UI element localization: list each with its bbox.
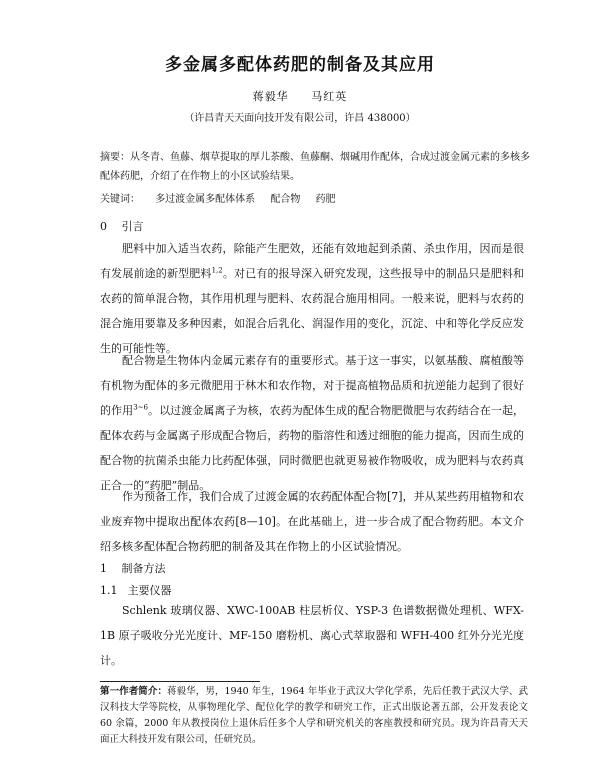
section-heading-intro bbox=[100, 218, 144, 234]
section-title: 引言 bbox=[121, 220, 144, 233]
paragraph-text: Schlenk 玻璃仪器、XWC-100AB 柱层析仪、YSP-3 色谱数据微处理机、WFX-1B 原子吸收分光光度计、MF-150 磨粉机、离心式萃取器和 WFH-400 红外分光光度计。 bbox=[100, 604, 524, 667]
keyword: 多过渡金属多配体体系 bbox=[155, 194, 256, 205]
abstract-text: 从冬青、鱼藤、烟草提取的厚儿茶酸、鱼藤酮、烟碱用作配体，合成过渡金属元素的多核多配体药肥，介绍了在作物上的小区试验结果。 bbox=[100, 152, 530, 182]
citation-ref: 3~6 bbox=[133, 403, 148, 412]
footnote-author-bio bbox=[100, 684, 528, 748]
paragraph-text: 肥料中加入适当农药，除能产生肥效，还能有效地起到杀菌、杀虫作用，因而是很有发展前途的新型肥料 bbox=[100, 242, 524, 280]
keyword: 药肥 bbox=[315, 194, 336, 205]
section-number: 1 bbox=[100, 562, 107, 575]
paragraph-intro-2 bbox=[100, 348, 524, 498]
paper-title: 多金属多配体药肥的制备及其应用 bbox=[165, 55, 435, 75]
section-title: 主要仪器 bbox=[127, 584, 172, 597]
section-number: 1.1 bbox=[100, 584, 118, 597]
citation-ref: 1,2 bbox=[211, 266, 223, 275]
author-list bbox=[0, 88, 600, 104]
abstract bbox=[100, 148, 530, 186]
subsection-heading-instruments bbox=[100, 582, 172, 598]
section-heading-methods bbox=[100, 560, 166, 576]
paragraph-text: 。以过渡金属离子为核，农药为配体生成的配合物肥微肥与农药结合在一起，配体农药与金属离子形成配合物后，药物的脂溶性和透过细胞的能力提高，因而生成的配合物的抗菌杀虫能力比药配体强，同时微肥也就更易被作物吸收，成为肥料与农药真正合一的“药肥”制品。 bbox=[100, 404, 525, 492]
paragraph-text: 作为预备工作，我们合成了过渡金属的农药配体配合物[7]，并从某些药用植物和农业废弃物中提取出配体农药[8—10]。在此基础上，进一步合成了配合物药肥。本文介绍多核多配体配合物药肥的制备及其在作物上的小区试验情况。 bbox=[100, 490, 524, 553]
footnote-text: 蒋毅华，男，1940 年生，1964 年毕业于武汉大学化学系，先后任教于武汉大学、武汉科技大学等院校，从事物理化学、配位化学的教学和研究工作，正式出版论著五部，公开发表论文 60 余篇，2000 年从教授岗位上退休后任多个人学和研究机关的客座教授和研究员。现为许昌青天天面正大科技开发有限公司，任研究员。 bbox=[100, 686, 528, 745]
paragraph-text: 。对已有的报导深入研究发现，这些报导中的制品只是肥料和农药的简单混合物，其作用机理与肥料、农药混合施用相同。一般来说，肥料与农药的混合施用要靠及多种因素，如混合后乳化、润湿作用的变化，沉淀、中和等化学反应发生的可能性等。 bbox=[100, 267, 525, 355]
abstract-label: 摘要： bbox=[100, 152, 130, 163]
author-name: 马红英 bbox=[311, 90, 348, 103]
paragraph-instruments bbox=[100, 598, 524, 673]
keywords-label: 关键词： bbox=[100, 194, 140, 205]
section-title: 制备方法 bbox=[121, 562, 166, 575]
section-number: 0 bbox=[100, 220, 107, 233]
paragraph-text: 配合物是生物体内金属元素存有的重要形式。基于这一事实，以氨基酸、腐植酸等有机物为配体的多元微肥用于林木和农作物，对于提高植物品质和抗逆能力起到了很好的作用 bbox=[100, 354, 524, 417]
footnote-label: 第一作者简介： bbox=[100, 686, 168, 697]
affiliation: （许昌青天天面向技开发有限公司，许昌 438000） bbox=[184, 113, 416, 124]
paragraph-intro-3 bbox=[100, 484, 524, 559]
paragraph-intro-1 bbox=[100, 236, 524, 361]
keyword: 配合物 bbox=[270, 194, 301, 205]
author-name: 蒋毅华 bbox=[252, 90, 289, 103]
keywords bbox=[100, 193, 530, 207]
footnote-divider bbox=[100, 681, 260, 682]
